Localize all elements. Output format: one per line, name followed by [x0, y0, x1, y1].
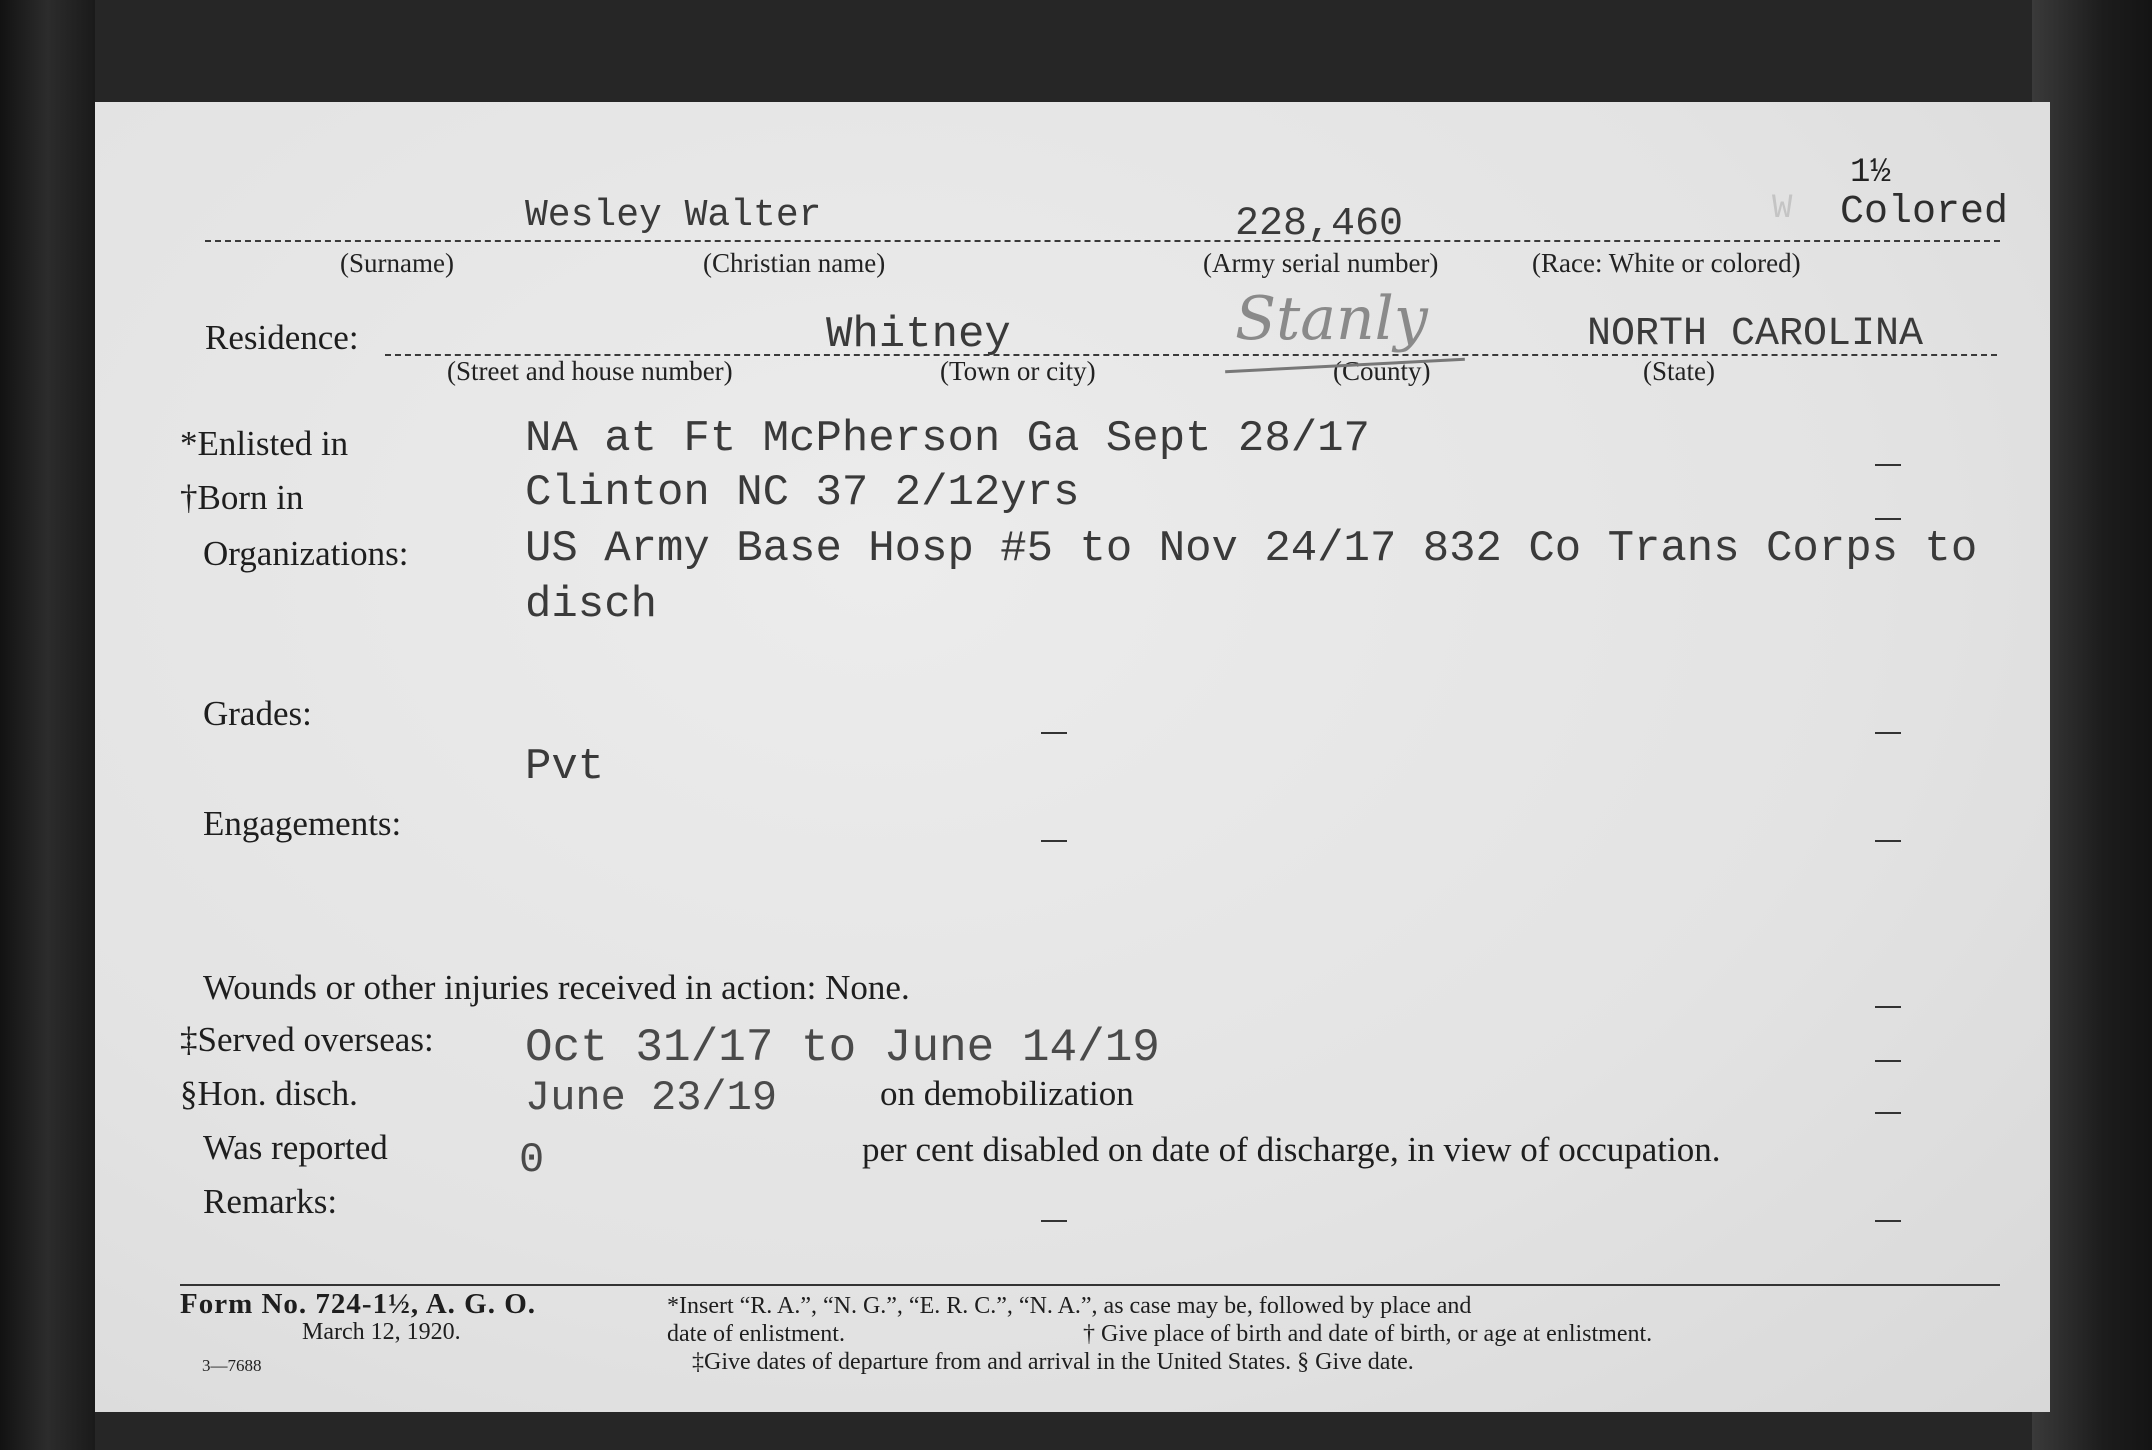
print-code: 3—7688 [202, 1356, 262, 1375]
remarks-label: Remarks: [203, 1182, 338, 1221]
overseas-dash [1875, 1060, 1901, 1062]
engagements-dash-2 [1875, 840, 1901, 842]
county-handwritten-value: Stanly [1235, 284, 1428, 354]
grades-dash-2 [1875, 732, 1901, 734]
born-value: Clinton NC 37 2/12yrs [525, 468, 1080, 518]
surname-value: Wesley Walter [525, 194, 822, 237]
scan-border-left [0, 0, 95, 1450]
was-reported-value: 0 [519, 1136, 545, 1184]
scan-border-right [2032, 0, 2152, 1450]
fraction-value: 1½ [1850, 154, 1891, 192]
remarks-dash-2 [1875, 1220, 1901, 1222]
county-caption: (County) [1333, 356, 1431, 386]
engagements-dash-1 [1041, 840, 1067, 842]
grades-label: Grades: [203, 694, 312, 733]
wounds-text: Wounds or other injuries received in action: None. [203, 968, 910, 1007]
grades-value: Pvt [525, 742, 605, 792]
engagements-label: Engagements: [203, 804, 402, 843]
footer-note-line2a: date of enlistment. [667, 1321, 845, 1347]
serial-number-caption: (Army serial number) [1203, 248, 1439, 278]
enlisted-value: NA at Ft McPherson Ga Sept 28/17 [525, 414, 1370, 464]
remarks-dash-1 [1041, 1220, 1067, 1222]
organizations-value-line2: disch [525, 580, 658, 630]
hon-disch-note: on demobilization [880, 1074, 1134, 1113]
enlisted-dash [1875, 464, 1901, 466]
served-overseas-value: Oct 31/17 to June 14/19 [525, 1022, 1160, 1074]
race-caption: (Race: White or colored) [1532, 248, 1801, 278]
grades-dash-1 [1041, 732, 1067, 734]
enlisted-label: *Enlisted in [180, 424, 349, 463]
was-reported-note: per cent disabled on date of discharge, in view of occupation. [862, 1130, 1721, 1169]
town-caption: (Town or city) [940, 356, 1096, 386]
form-number: Form No. 724-1½, A. G. O. [180, 1288, 537, 1320]
state-value: NORTH CAROLINA [1587, 312, 1924, 357]
service-record-card [95, 102, 2050, 1412]
hon-disch-label: §Hon. disch. [180, 1074, 358, 1113]
was-reported-label: Was reported [203, 1128, 388, 1167]
born-dash [1875, 518, 1901, 520]
race-faint-mark: W [1772, 190, 1793, 228]
street-caption: (Street and house number) [447, 356, 733, 386]
footer-note-line3: ‡Give dates of departure from and arrival in the United States. § Give date. [692, 1349, 1414, 1375]
residence-label: Residence: [205, 318, 359, 357]
state-caption: (State) [1643, 356, 1715, 386]
header-dotted-line [205, 240, 2000, 242]
organizations-label: Organizations: [203, 534, 409, 573]
wounds-dash [1875, 1006, 1901, 1008]
hon-disch-value: June 23/19 [525, 1074, 778, 1122]
town-value: Whitney [826, 310, 1011, 360]
organizations-value-line1: US Army Base Hosp #5 to Nov 24/17 832 Co Trans Corps to [525, 524, 1978, 574]
footer-rule [180, 1284, 2000, 1286]
served-overseas-label: ‡Served overseas: [180, 1020, 434, 1059]
christian-name-caption: (Christian name) [703, 248, 886, 278]
footer-note-line1: *Insert “R. A.”, “N. G.”, “E. R. C.”, “N. A.”, as case may be, followed by place and [667, 1293, 1472, 1319]
born-label: †Born in [180, 478, 304, 517]
form-date: March 12, 1920. [302, 1319, 461, 1345]
race-value: Colored [1840, 190, 2009, 235]
serial-number-value: 228,460 [1235, 202, 1404, 247]
footer-note-line2b: † Give place of birth and date of birth, or age at enlistment. [1083, 1321, 1653, 1347]
disch-dash [1875, 1112, 1901, 1114]
surname-caption: (Surname) [340, 248, 454, 278]
